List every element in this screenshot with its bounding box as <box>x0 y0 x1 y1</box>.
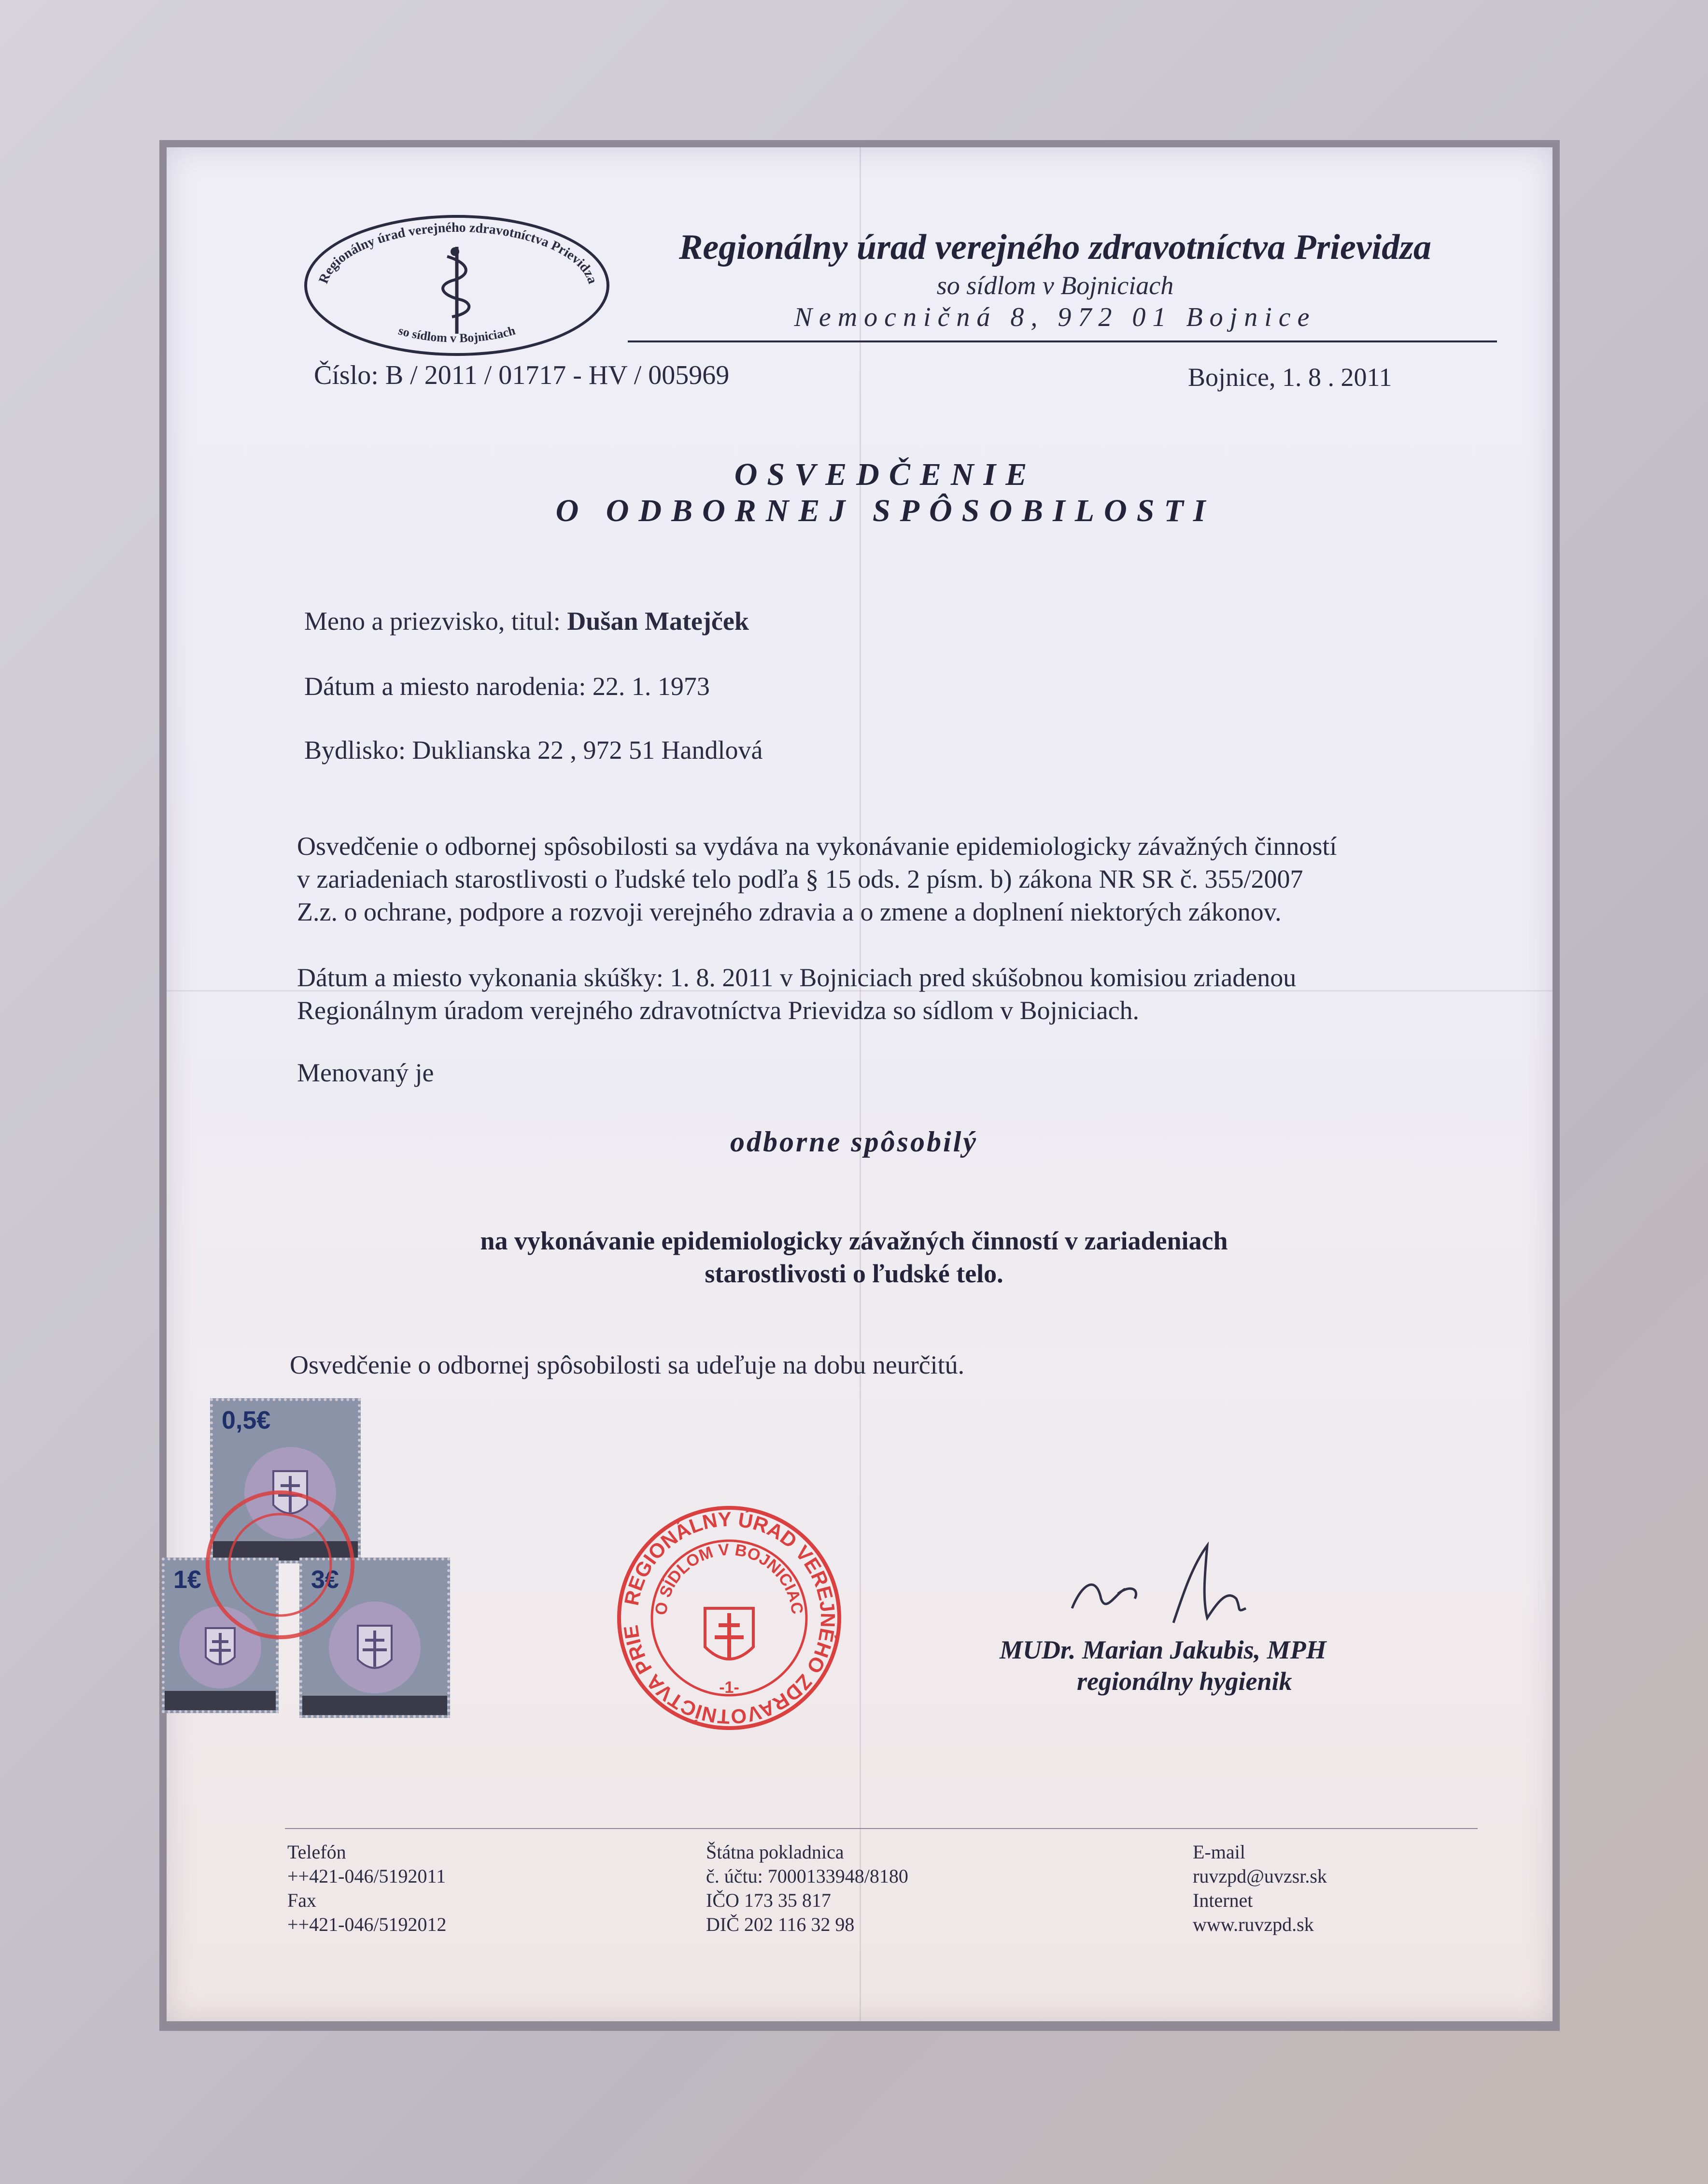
signature-icon <box>1062 1536 1313 1632</box>
account-number: č. účtu: 7000133948/8180 <box>706 1865 908 1887</box>
footer-treasury <box>706 1840 908 1937</box>
name-value: Dušan Matejček <box>567 607 749 636</box>
seal-icon <box>613 1502 845 1734</box>
internet-label: Internet <box>1193 1889 1253 1911</box>
reference-place-date: Bojnice, 1. 8 . 2011 <box>1188 363 1392 392</box>
footer-contact <box>287 1840 447 1937</box>
appointed-text: Menovaný je <box>297 1058 434 1087</box>
handwritten-signature <box>1062 1536 1313 1635</box>
exam-paragraph <box>297 961 1495 1027</box>
name-label: Meno a priezvisko, titul: <box>304 607 561 636</box>
issuer-address: Nemocničná 8, 972 01 Bojnice <box>794 302 1316 332</box>
issuance-paragraph <box>297 830 1495 928</box>
seal-inner-text: O SÍDLOM V BOJNICIAC <box>651 1540 807 1617</box>
aesculapius-icon <box>307 218 607 353</box>
document-title-line1: OSVEDČENIE <box>734 457 1037 492</box>
paragraph-line: Osvedčenie o odbornej spôsobilosti sa vydáva na vykonávanie epidemiologicky závažných činností <box>297 832 1337 861</box>
official-seal <box>613 1502 845 1734</box>
paragraph-line: Regionálnym úradom verejného zdravotníctva Prievidza so sídlom v Bojniciach. <box>297 996 1140 1025</box>
seal-number: -1- <box>719 1678 739 1697</box>
paragraph-line: v zariadeniach starostlivosti o ľudské telo podľa § 15 ods. 2 písm. b) zákona NR SR č. 355/2007 <box>297 865 1303 893</box>
issuer-title: Regionálny úrad verejného zdravotníctva Prievidza <box>678 227 1432 267</box>
logo-top-text: Regionálny úrad verejného zdravotníctva Prievidza <box>316 220 600 286</box>
issuer-subtitle: so sídlom v Bojniciach <box>936 271 1174 300</box>
residence-value: Duklianska 22 , 972 51 Handlová <box>412 736 763 765</box>
header-divider <box>628 340 1497 342</box>
seal-outer-text: REGIONÁLNY ÚRAD VEREJNÉHO ZDRAVOTNÍCTVA PRIE <box>619 1507 840 1729</box>
competence-detail <box>0 1224 1708 1290</box>
office-logo <box>304 215 609 356</box>
birth-label: Dátum a miesto narodenia: <box>304 672 586 701</box>
seal-icon <box>200 1485 360 1645</box>
signatory-name: MUDr. Marian Jakubis, MPH <box>1000 1635 1327 1664</box>
revenue-stamp-value: 3€ <box>311 1566 339 1594</box>
reference-number: Číslo: B / 2011 / 01717 - HV / 005969 <box>314 360 730 390</box>
competence-detail-line: na vykonávanie epidemiologicky závažných činností v zariadeniach <box>480 1226 1228 1255</box>
footer-divider <box>285 1828 1478 1829</box>
residence-field <box>304 735 762 765</box>
validity-statement: Osvedčenie o odbornej spôsobilosti sa udeľuje na dobu neurčitú. <box>290 1350 965 1379</box>
treasury-label: Štátna pokladnica <box>706 1841 844 1863</box>
ico-number: IČO 173 35 817 <box>706 1889 831 1911</box>
revenue-stamp-value: 1€ <box>173 1566 201 1594</box>
residence-label: Bydlisko: <box>304 736 406 765</box>
competence-statement: odborne spôsobilý <box>730 1126 978 1158</box>
document-title-line2: O ODBORNEJ SPÔSOBILOSTI <box>555 493 1215 528</box>
paragraph-line: Dátum a miesto vykonania skúšky: 1. 8. 2011 v Bojniciach pred skúšobnou komisiou zriadenou <box>297 963 1297 992</box>
fax-number: ++421-046/5192012 <box>287 1914 447 1935</box>
email-address: ruvzpd@uvzsr.sk <box>1193 1865 1327 1887</box>
phone-number: ++421-046/5192011 <box>287 1865 446 1887</box>
footer-online <box>1193 1840 1327 1937</box>
revenue-stamp-value: 0,5€ <box>222 1406 271 1434</box>
name-field <box>304 606 749 636</box>
signatory-role: regionálny hygienik <box>1077 1667 1292 1696</box>
paper-fold-vertical <box>860 147 861 2021</box>
website-address: www.ruvzpd.sk <box>1193 1914 1314 1935</box>
competence-detail-line: starostlivosti o ľudské telo. <box>705 1259 1003 1288</box>
phone-label: Telefón <box>287 1841 346 1863</box>
logo-bottom-text: so sídlom v Bojniciach <box>396 323 517 345</box>
paragraph-line: Z.z. o ochrane, podpore a rozvoji verejného zdravia a o zmene a doplnení niektorých zákonov. <box>297 897 1282 926</box>
email-label: E-mail <box>1193 1841 1245 1863</box>
cancellation-stamp <box>200 1485 360 1645</box>
fax-label: Fax <box>287 1889 316 1911</box>
birth-field <box>304 671 710 701</box>
birth-value: 22. 1. 1973 <box>592 672 710 701</box>
dic-number: DIČ 202 116 32 98 <box>706 1914 855 1935</box>
